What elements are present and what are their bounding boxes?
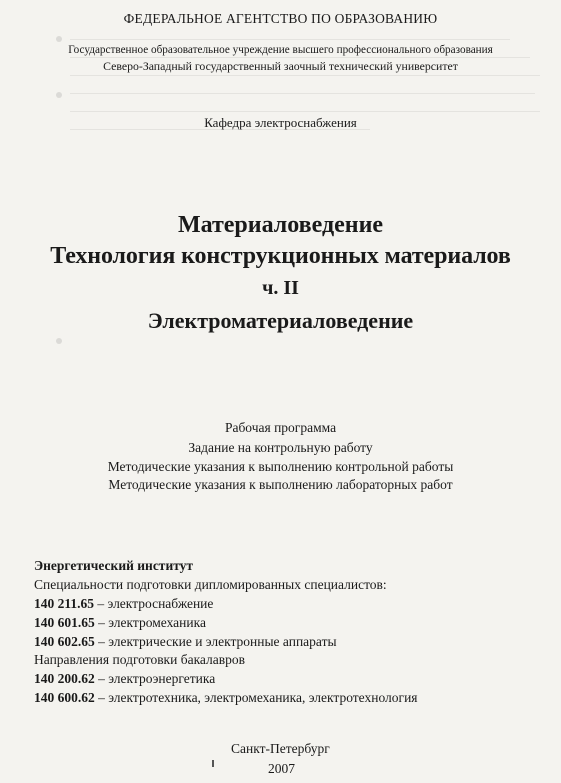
specialty-code: 140 601.65: [34, 615, 95, 630]
specialty-name: – электромеханика: [94, 615, 206, 630]
title-line-4: Электроматериаловедение: [147, 308, 414, 333]
bachelor-heading: Направления подготовки бакалавров: [34, 652, 246, 667]
bachelor-item: [34, 671, 215, 687]
show-through-mark: [56, 92, 62, 98]
specialty-item: [34, 615, 206, 631]
document-type: Рабочая программа: [224, 420, 337, 435]
bachelor-name: – электроэнергетика: [94, 671, 216, 686]
specialty-item: [34, 596, 213, 612]
specialty-name: – электрические и электронные аппараты: [94, 634, 337, 649]
title-line-1: Материаловедение: [177, 212, 384, 238]
bachelor-code: 140 600.62: [34, 690, 95, 705]
institute-name: Энергетический институт: [34, 558, 194, 573]
bachelor-code: 140 200.62: [34, 671, 95, 686]
bachelor-item: [34, 690, 418, 706]
document-type: Задание на контрольную работу: [188, 440, 373, 455]
specialties-heading: Специальности подготовки дипломированных специалистов:: [34, 577, 387, 592]
publication-year: 2007: [268, 761, 295, 776]
document-type: Методические указания к выполнению контрольной работы: [107, 459, 454, 474]
specialty-name: – электроснабжение: [94, 596, 214, 611]
title-line-2: Технология конструкционных материалов: [50, 243, 511, 269]
department-name: Кафедра электроснабжения: [204, 115, 357, 130]
institution-line-2: Северо-Западный государственный заочный технический университет: [103, 59, 458, 73]
specialty-code: 140 211.65: [34, 596, 95, 611]
agency-name: ФЕДЕРАЛЬНОЕ АГЕНТСТВО ПО ОБРАЗОВАНИЮ: [123, 11, 438, 26]
bachelor-name: – электротехника, электромеханика, электротехнология: [94, 690, 418, 705]
specialty-code: 140 602.65: [34, 634, 95, 649]
publication-city: Санкт-Петербург: [231, 741, 330, 756]
title-part: ч. II: [262, 277, 299, 299]
show-through-mark: [56, 36, 62, 42]
specialty-item: [34, 634, 337, 650]
institution-line-1: Государственное образовательное учреждение высшего профессионального образования: [68, 44, 493, 56]
show-through-mark: [56, 338, 62, 344]
document-type: Методические указания к выполнению лабораторных работ: [108, 477, 453, 492]
scan-mark: [212, 760, 214, 767]
